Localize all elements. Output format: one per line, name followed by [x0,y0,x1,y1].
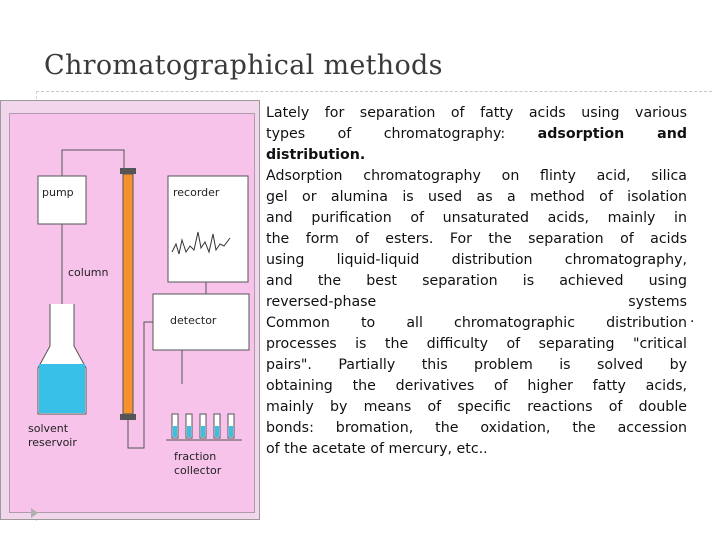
text-line: gel or alumina is used as a method of isolation [266,189,687,205]
text-line: pairs". Partially this problem is solved by [266,357,687,373]
solvent-liquid [39,364,85,413]
text-line: reversed-phase systems [266,294,687,310]
hplc-diagram [0,100,260,520]
slide-title: Chromatographical methods [44,50,443,81]
text-line: mainly by means of specific reactions of double [266,399,687,415]
recorder-label: recorder [173,186,220,199]
fraction-liquid-level [173,426,177,437]
fraction-liquid [173,426,233,437]
text-line: types of chromatography: adsorption and [266,126,687,142]
slide-marker-icon [31,508,38,518]
title-divider [36,91,712,92]
column-label: column [68,266,109,279]
column-top-cap [120,168,136,174]
text-line: Common to all chromatographic distribution [266,315,687,331]
bold-term: adsorption and [537,126,687,142]
text-line: using liquid-liquid distribution chromatography, [266,252,687,268]
diagram-drawing [10,114,256,514]
detector-label: detector [170,314,217,327]
fraction-liquid-level [201,426,205,437]
fraction-liquid-level [215,426,219,437]
fraction-collector-label-1: fraction [174,450,217,463]
text-line: bonds: bromation, the oxidation, the accession [266,420,687,436]
pump-label: pump [42,186,74,199]
text-line: of the acetate of mercury, etc.. [266,441,488,457]
text-line: processes is the difficulty of separating "critical [266,336,687,352]
text-line: obtaining the derivatives of higher fatty acids, [266,378,687,394]
text-line: Adsorption chromatography on flinty acid, silica [266,168,687,184]
text-line: and purification of unsaturated acids, mainly in [266,210,687,226]
column [123,174,133,414]
pump-box [38,176,86,224]
bold-term: distribution. [266,147,366,163]
trailing-period: . [690,310,695,326]
fraction-liquid-level [229,426,233,437]
pump-to-column-line [62,150,124,176]
body-text [266,103,687,460]
solvent-reservoir-label-1: solvent [28,422,69,435]
text-line [266,145,687,166]
fraction-collector-label-2: collector [174,464,222,477]
diagram-panel [9,113,255,513]
column-bottom-cap [120,414,136,420]
solvent-reservoir-label-2: reservoir [28,436,77,449]
text-line: and the best separation is achieved using [266,273,687,289]
text-line: Lately for separation of fatty acids using various [266,105,687,121]
text-line: the form of esters. For the separation of acids [266,231,687,247]
fraction-liquid-level [187,426,191,437]
